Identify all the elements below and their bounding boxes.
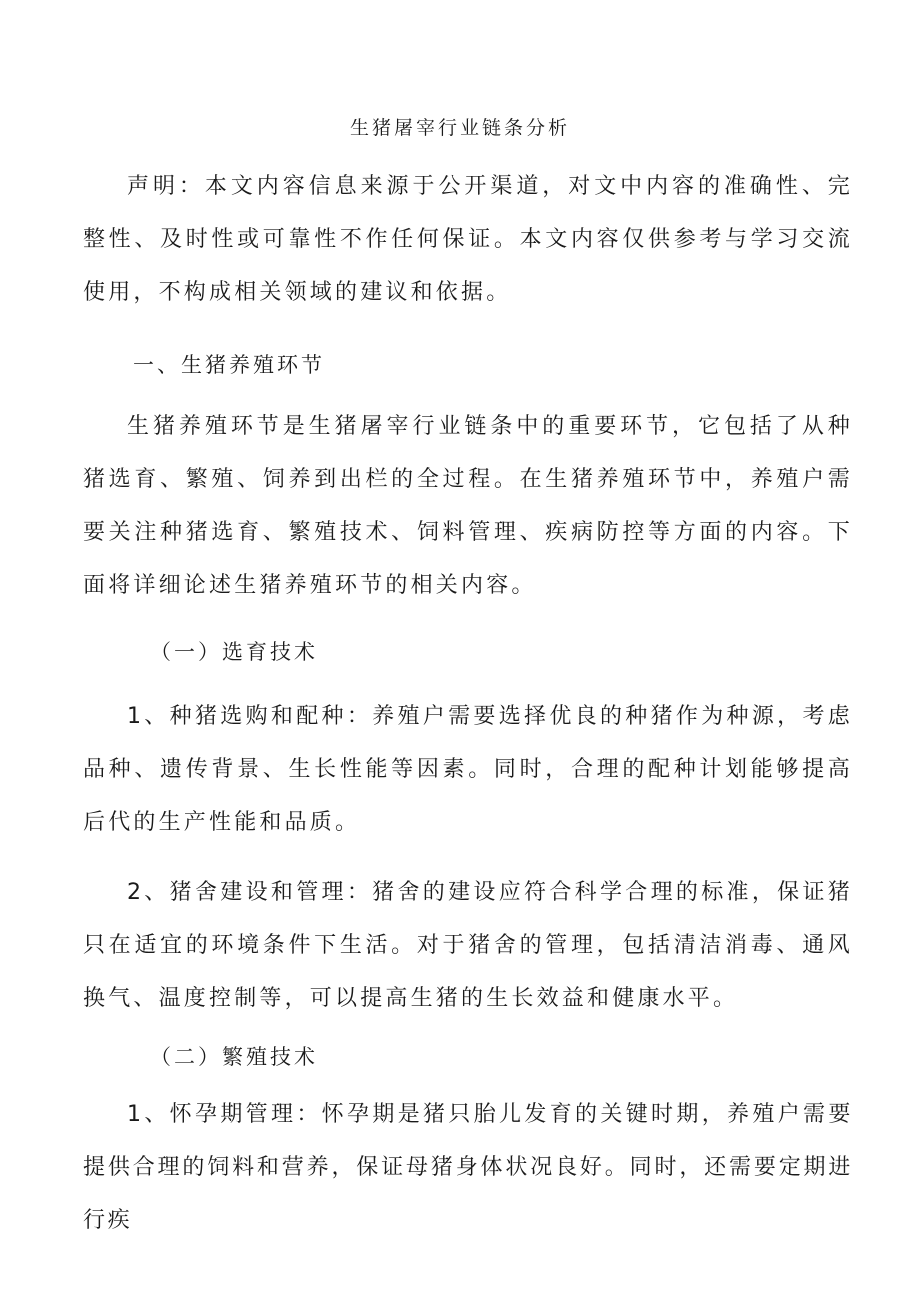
subsection-heading-breeding-selection: （一）选育技术: [150, 640, 318, 664]
document-title: 生猪屠宰行业链条分析: [349, 117, 570, 139]
list-item-breeder-selection: 1、种猪选购和配种：养殖户需要选择优良的种猪作为种源，考虑品种、遗传背景、生长性能等因素。同时，合理的配种计划能够提高后代的生产性能和品质。: [83, 704, 853, 835]
section-intro-paragraph: 生猪养殖环节是生猪屠宰行业链条中的重要环节，它包括了从种猪选育、繁殖、饲养到出栏的全过程。在生猪养殖环节中，养殖户需要关注种猪选育、繁殖技术、饲料管理、疾病防控等方面的内容。下面将详细论述生猪养殖环节的相关内容。: [83, 414, 853, 598]
list-item-pigsty-management: 2、猪舍建设和管理：猪舍的建设应符合科学合理的标准，保证猪只在适宜的环境条件下生活。对于猪舍的管理，包括清洁消毒、通风换气、温度控制等，可以提高生猪的生长效益和健康水平。: [83, 880, 853, 1011]
subsection-heading-reproduction: （二）繁殖技术: [150, 1045, 318, 1069]
list-item-pregnancy-management: 1、怀孕期管理：怀孕期是猪只胎儿发育的关键时期，养殖户需要提供合理的饲料和营养，保证母猪身体状况良好。同时，还需要定期进行疾: [83, 1102, 853, 1233]
section-heading-pig-farming: 一、生猪养殖环节: [133, 353, 325, 377]
disclaimer-paragraph: 声明：本文内容信息来源于公开渠道，对文中内容的准确性、完整性、及时性或可靠性不作任何保证。本文内容仅供参考与学习交流使用，不构成相关领域的建议和依据。: [83, 174, 853, 305]
